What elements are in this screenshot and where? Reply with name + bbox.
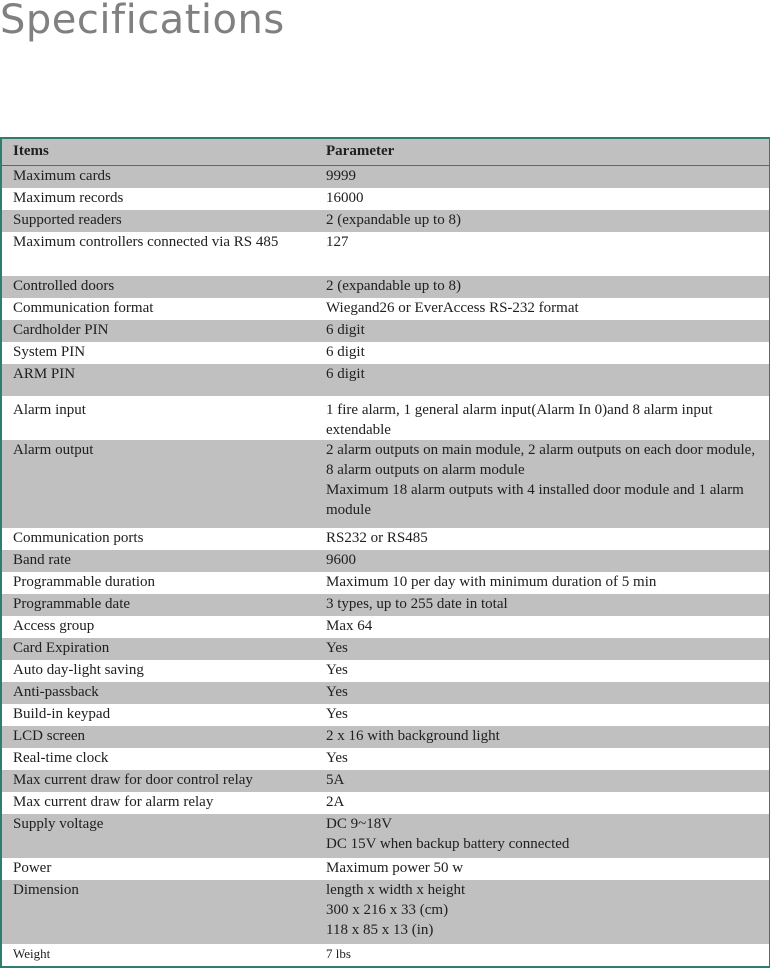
item-cell: Programmable date <box>13 596 131 612</box>
value-cell: Wiegand26 or EverAccess RS-232 format <box>326 300 579 316</box>
table-row <box>1 572 770 594</box>
item-cell: System PIN <box>13 344 86 360</box>
table-row <box>1 342 770 364</box>
table-row <box>1 594 770 616</box>
value-cell: 16000 <box>326 190 364 206</box>
table-row <box>1 298 770 320</box>
item-cell: Card Expiration <box>13 640 110 656</box>
table-row <box>1 616 770 638</box>
item-cell: LCD screen <box>13 728 86 744</box>
value-cell: Max 64 <box>326 618 373 634</box>
table-row <box>1 682 770 704</box>
item-cell: Power <box>13 860 52 876</box>
item-cell: Maximum cards <box>13 168 111 184</box>
item-cell: Real-time clock <box>13 750 109 766</box>
value-cell: 6 digit <box>326 344 365 360</box>
item-cell: Controlled doors <box>13 278 115 294</box>
value-cell: DC 9~18V DC 15V when backup battery connected <box>326 816 570 852</box>
value-cell: Yes <box>326 750 348 766</box>
header-parameter: Parameter <box>315 138 770 166</box>
table-row <box>1 944 770 967</box>
value-cell: Maximum power 50 w <box>326 860 464 876</box>
item-cell: ARM PIN <box>13 366 76 382</box>
table-row <box>1 166 770 189</box>
item-cell: Weight <box>13 946 51 961</box>
table-row <box>1 320 770 342</box>
item-cell: Communication ports <box>13 530 144 546</box>
value-cell: Yes <box>326 684 348 700</box>
value-cell: length x width x height 300 x 216 x 33 (cm) 118 x 85 x 13 (in) <box>326 882 466 938</box>
value-cell: 2 alarm outputs on main module, 2 alarm outputs on each door module, 8 alarm outputs on alarm module Maximum 18 alarm outputs with 4 installed door module and 1 alarm module <box>326 442 756 518</box>
table-row <box>1 792 770 814</box>
table-row <box>1 858 770 880</box>
header-items: Items <box>1 138 315 166</box>
table-row <box>1 660 770 682</box>
value-cell: RS232 or RS485 <box>326 530 428 546</box>
value-cell: 5A <box>326 772 345 788</box>
value-cell: Maximum 10 per day with minimum duration of 5 min <box>326 574 657 590</box>
item-cell: Supply voltage <box>13 816 104 832</box>
item-cell: Build-in keypad <box>13 706 111 722</box>
table-row <box>1 770 770 792</box>
table-row <box>1 210 770 232</box>
table-row <box>1 880 770 944</box>
table-row <box>1 704 770 726</box>
value-cell: Yes <box>326 640 348 656</box>
item-cell: Supported readers <box>13 212 122 228</box>
item-cell: Programmable duration <box>13 574 156 590</box>
item-cell: Auto day-light saving <box>13 662 144 678</box>
value-cell: 3 types, up to 255 date in total <box>326 596 508 612</box>
value-cell: 6 digit <box>326 366 365 382</box>
value-cell: 2 x 16 with background light <box>326 728 500 744</box>
value-cell: Yes <box>326 662 348 678</box>
item-cell: Maximum controllers connected via RS 485 <box>13 234 279 250</box>
item-cell: Alarm input <box>13 402 86 418</box>
table-row <box>1 638 770 660</box>
value-cell: 127 <box>326 234 349 250</box>
table-header-row <box>1 138 770 166</box>
value-cell: Yes <box>326 706 348 722</box>
table-row <box>1 814 770 858</box>
table-row <box>1 396 770 440</box>
item-cell: Maximum records <box>13 190 124 206</box>
item-cell: Anti-passback <box>13 684 99 700</box>
item-cell: Max current draw for door control relay <box>13 772 253 788</box>
item-cell: Cardholder PIN <box>13 322 109 338</box>
value-cell: 9999 <box>326 168 356 184</box>
table-row <box>1 440 770 528</box>
table-row <box>1 364 770 396</box>
table-row <box>1 550 770 572</box>
value-cell: 9600 <box>326 552 356 568</box>
value-cell: 2 (expandable up to 8) <box>326 278 461 294</box>
page-title: Specifications <box>0 0 285 43</box>
item-cell: Access group <box>13 618 95 634</box>
table-row <box>1 748 770 770</box>
value-cell: 2A <box>326 794 345 810</box>
value-cell: 7 lbs <box>326 946 351 961</box>
table-row <box>1 232 770 276</box>
specifications-table <box>0 137 770 968</box>
value-cell: 1 fire alarm, 1 general alarm input(Alarm In 0)and 8 alarm input extendable <box>326 402 713 438</box>
item-cell: Max current draw for alarm relay <box>13 794 214 810</box>
value-cell: 6 digit <box>326 322 365 338</box>
item-cell: Dimension <box>13 882 79 898</box>
table-row <box>1 276 770 298</box>
table-row <box>1 528 770 550</box>
item-cell: Band rate <box>13 552 71 568</box>
item-cell: Alarm output <box>13 442 94 458</box>
value-cell: 2 (expandable up to 8) <box>326 212 461 228</box>
table-row <box>1 188 770 210</box>
table-row <box>1 726 770 748</box>
item-cell: Communication format <box>13 300 154 316</box>
